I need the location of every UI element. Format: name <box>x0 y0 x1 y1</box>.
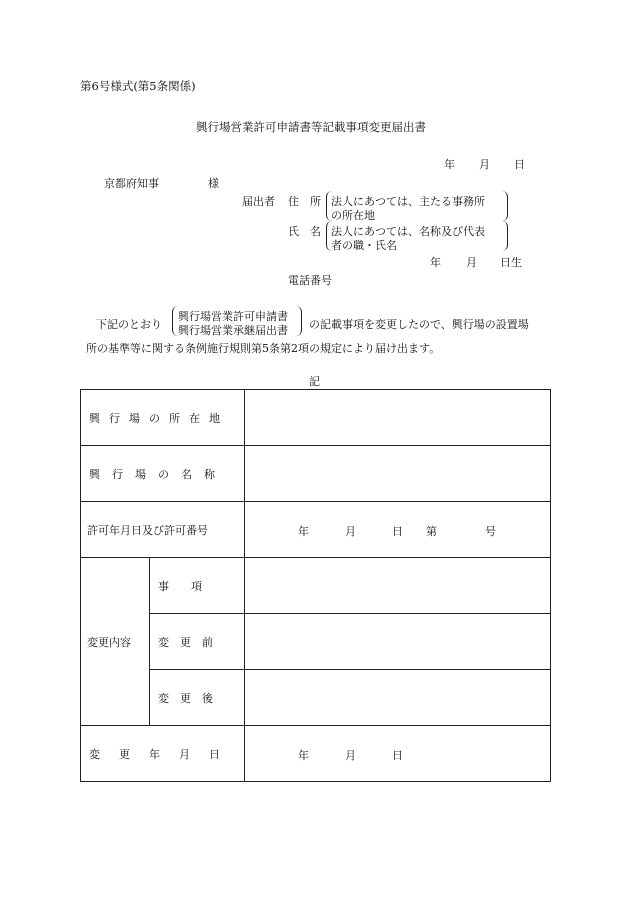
birth-day: 日生 <box>500 256 522 269</box>
permit-dai: 第 <box>426 525 437 538</box>
after-label-cell <box>150 670 245 726</box>
change-year: 年 <box>298 749 309 762</box>
change-day: 日 <box>392 749 403 762</box>
permit-label: 許可年月日及び許可番号 <box>87 523 208 537</box>
address-note-line2: の所在地 <box>331 209 375 222</box>
form-number: 第6号様式(第5条関係) <box>80 79 196 93</box>
item-label-cell <box>150 558 245 614</box>
permit-value-cell[interactable] <box>245 502 551 558</box>
body-prefix: 下記のとおり <box>96 318 162 331</box>
permit-day: 日 <box>392 525 403 538</box>
name-note-line1: 法人にあつては、名称及び代表 <box>331 225 485 238</box>
addressee-honorific: 様 <box>208 177 219 190</box>
before-label: 変 更 前 <box>158 635 213 649</box>
before-label-cell <box>150 614 245 670</box>
body-option-1: 興行場営業許可申請書 <box>178 310 288 323</box>
notifier-label: 届出者 <box>242 195 275 208</box>
after-label: 変 更 後 <box>158 691 213 705</box>
change-date-label: 変 更 年 月 日 <box>89 747 224 761</box>
change-label: 変更内容 <box>87 635 131 649</box>
body-option-2: 興行場営業承継届出書 <box>178 324 288 337</box>
name-note-line2: 者の職・氏名 <box>331 239 397 252</box>
item-value-cell[interactable] <box>245 558 551 614</box>
location-value-cell[interactable] <box>245 390 551 446</box>
location-label-cell <box>81 390 245 446</box>
address-note-line1: 法人にあつては、主たる事務所 <box>331 195 485 208</box>
change-month: 月 <box>345 749 356 762</box>
facility-name-label: 興行場の名称 <box>89 467 227 481</box>
birth-month: 月 <box>466 256 477 269</box>
permit-go: 号 <box>485 525 496 538</box>
date-label-cell <box>81 726 245 782</box>
body-line-2: 所の基準等に関する条例施行規則第5条第2項の規定により届け出ます。 <box>86 342 441 355</box>
addressee-name: 京都府知事 <box>104 177 159 190</box>
before-value-cell[interactable] <box>245 614 551 670</box>
permit-month: 月 <box>345 525 356 538</box>
record-table <box>80 389 551 782</box>
date-day: 日 <box>514 158 525 171</box>
phone-label: 電話番号 <box>288 274 332 287</box>
name-value-cell[interactable] <box>245 446 551 502</box>
name-label-cell <box>81 446 245 502</box>
ki-heading: 記 <box>309 375 320 388</box>
body-suffix: の記載事項を変更したので、興行場の設置場 <box>309 318 529 331</box>
change-date-value-cell[interactable] <box>245 726 551 782</box>
permit-year: 年 <box>298 525 309 538</box>
document-title: 興行場営業許可申請書等記載事項変更届出書 <box>196 120 426 134</box>
item-label: 事 項 <box>158 579 202 593</box>
name-label: 氏 名 <box>288 225 321 238</box>
location-label: 興行場の所在地 <box>89 411 229 425</box>
address-label: 住 所 <box>288 195 321 208</box>
date-year: 年 <box>444 158 455 171</box>
date-month: 月 <box>479 158 490 171</box>
permit-label-cell <box>81 502 245 558</box>
change-label-cell <box>81 558 150 726</box>
after-value-cell[interactable] <box>245 670 551 726</box>
birth-year: 年 <box>430 256 441 269</box>
